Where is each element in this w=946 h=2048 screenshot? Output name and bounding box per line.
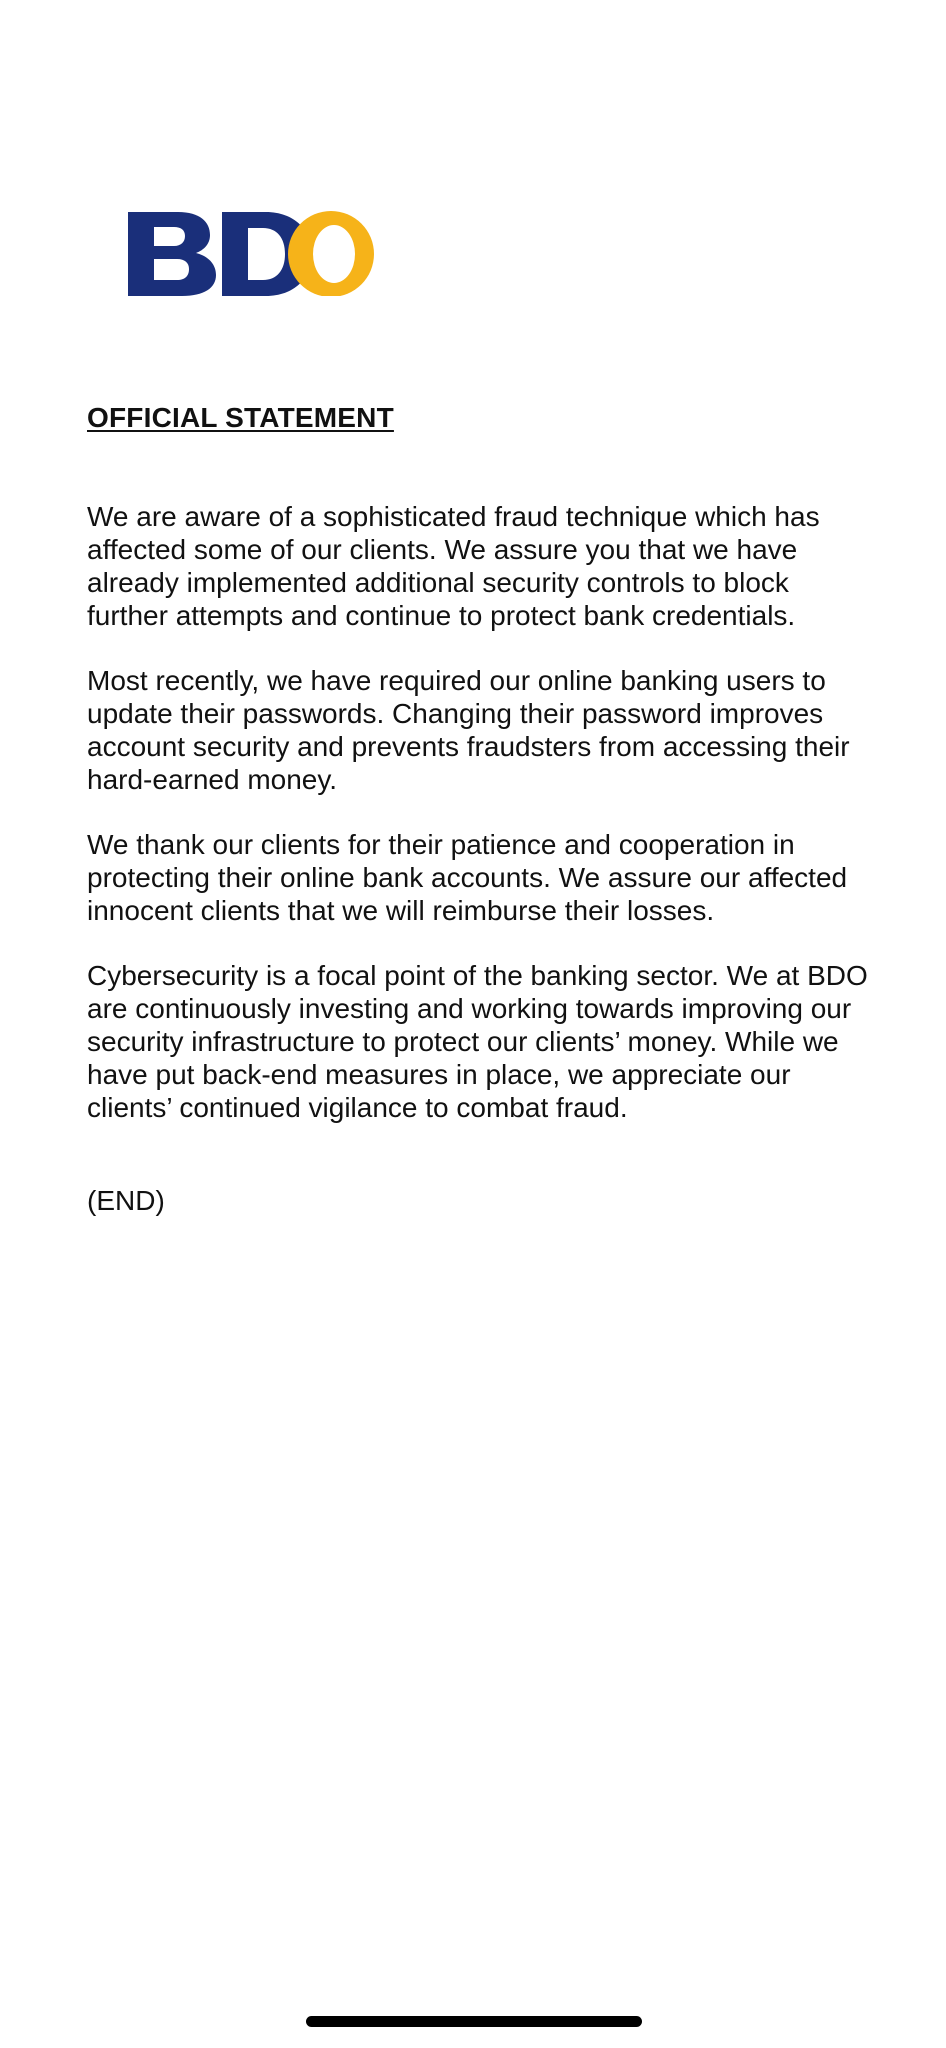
statement-paragraph: Cybersecurity is a focal point of the banking sector. We at BDO are continuously investing and working towards improving our security infrastructure to protect our clients’ money. While we have put back-end measures in place, we appreciate our clients’ continued vigilance to combat fraud. (87, 960, 868, 1123)
statement-title: OFFICIAL STATEMENT (87, 402, 394, 433)
statement-paragraph: Most recently, we have required our online banking users to update their passwords. Changing their password improves account security and prevents fraudsters from accessing their hard-earned money. (87, 665, 850, 795)
statement-paragraph: We thank our clients for their patience and cooperation in protecting their online bank accounts. We assure our affected innocent clients that we will reimburse their losses. (87, 829, 848, 926)
statement-paragraph: We are aware of a sophisticated fraud technique which has affected some of our clients. We assure you that we have already implemented additional security controls to block further attempts and continue to protect bank credentials. (87, 501, 820, 631)
end-marker: (END) (87, 1185, 165, 1216)
home-indicator[interactable] (306, 2016, 642, 2027)
bdo-logo (126, 208, 376, 296)
statement-body (87, 500, 877, 1156)
